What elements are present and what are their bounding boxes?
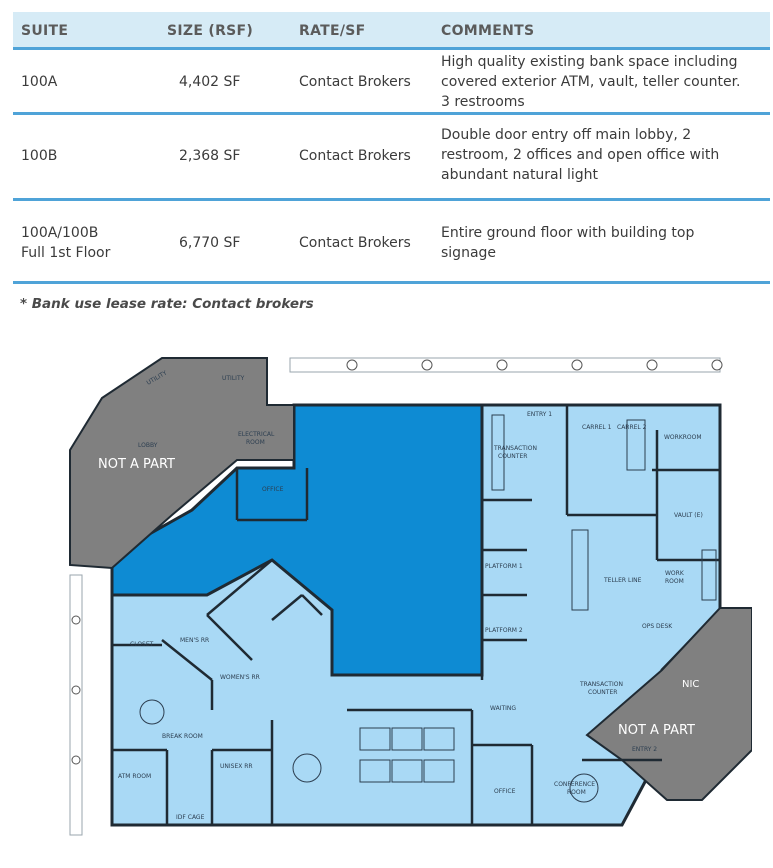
suite-cell: 100B: [21, 148, 58, 164]
size-cell: 2,368 SF: [179, 148, 241, 164]
womens-rr-label: WOMEN'S RR: [220, 674, 260, 681]
column-icon: [72, 686, 80, 694]
table-header: [13, 12, 770, 50]
suite-cell: 100A: [21, 74, 58, 90]
carrel-2-label: CARREL 2: [617, 424, 647, 431]
vault-label: VAULT (E): [674, 512, 703, 519]
carrel-1-label: CARREL 1: [582, 424, 612, 431]
comments-cell: [441, 52, 769, 112]
column-icon: [347, 360, 357, 370]
work-room-label: WORK: [665, 570, 684, 577]
column-icon: [572, 360, 582, 370]
waiting-label: WAITING: [490, 705, 517, 712]
teller-line-label: TELLER LINE: [604, 577, 642, 584]
unisex-rr-label: UNISEX RR: [220, 763, 253, 770]
closet-label: CLOSET: [130, 641, 154, 648]
work-room-label: ROOM: [665, 578, 684, 585]
floor-plan-svg: [62, 350, 752, 850]
conference-room-label: ROOM: [567, 789, 586, 796]
suite-table: [13, 12, 770, 284]
column-icon: [712, 360, 722, 370]
colonnade-left: [70, 575, 82, 835]
entry-1-label: ENTRY 1: [527, 411, 553, 418]
rate-cell: Contact Brokers: [299, 148, 411, 164]
suite-cell: [21, 223, 110, 263]
comment-line: restroom, 2 offices and open office with: [441, 147, 720, 163]
lobby-label: LOBBY: [138, 442, 158, 449]
office-label: OFFICE: [262, 486, 284, 493]
transaction-counter-b-label: TRANSACTION: [580, 681, 623, 688]
utility-label: UTILITY: [222, 375, 245, 382]
column-icon: [72, 616, 80, 624]
electrical-room-label: ROOM: [246, 439, 265, 446]
transaction-counter-label: TRANSACTION: [494, 445, 537, 452]
conference-room-label: CONFERENCE: [554, 781, 596, 788]
transaction-counter-label: COUNTER: [498, 453, 528, 460]
header-rate: RATE/SF: [299, 23, 366, 39]
column-icon: [72, 756, 80, 764]
table-row: [13, 50, 770, 115]
size-cell: 4,402 SF: [179, 74, 241, 90]
entry-2-label: ENTRY 2: [632, 746, 658, 753]
rate-cell: Contact Brokers: [299, 235, 411, 251]
platform-2-label: PLATFORM 2: [485, 627, 523, 634]
not-a-part-left-label: NOT A PART: [98, 457, 175, 472]
size-cell: 6,770 SF: [179, 235, 241, 251]
header-suite: SUITE: [21, 23, 69, 39]
footnote: * Bank use lease rate: Contact brokers: [20, 296, 314, 312]
electrical-room-label: ELECTRICAL: [238, 431, 275, 438]
column-icon: [422, 360, 432, 370]
nic-label: NIC: [682, 679, 700, 690]
comment-line: abundant natural light: [441, 167, 599, 183]
suite-line: 100A/100B: [21, 225, 99, 241]
header-size: SIZE (RSF): [167, 23, 254, 39]
transaction-counter-b-label: COUNTER: [588, 689, 618, 696]
comment-line: signage: [441, 245, 497, 261]
rate-cell: Contact Brokers: [299, 74, 411, 90]
ops-desk-label: OPS DESK: [642, 623, 673, 630]
comment-line: Double door entry off main lobby, 2: [441, 127, 692, 143]
comment-line: High quality existing bank space including: [441, 54, 738, 70]
utility-label: UTILITY: [145, 369, 169, 387]
break-room-label: BREAK ROOM: [162, 733, 203, 740]
comment-line: Entire ground floor with building top: [441, 225, 695, 241]
idf-cage-label: IDF CAGE: [176, 814, 205, 821]
comments-cell: [441, 223, 769, 263]
suite-line-2: Full 1st Floor: [21, 245, 111, 261]
comments-cell: [441, 125, 769, 185]
mens-rr-label: MEN'S RR: [180, 637, 210, 644]
workroom-label: WORKROOM: [664, 434, 702, 441]
comment-line: 3 restrooms: [441, 94, 525, 110]
table-row: [13, 201, 770, 284]
column-icon: [647, 360, 657, 370]
header-comments: COMMENTS: [441, 23, 535, 39]
atm-room-label: ATM ROOM: [118, 773, 152, 780]
platform-1-label: PLATFORM 1: [485, 563, 523, 570]
floor-plan: [62, 350, 752, 850]
office-label: OFFICE: [494, 788, 516, 795]
comment-line: covered exterior ATM, vault, teller counter.: [441, 74, 741, 90]
table-row: [13, 115, 770, 201]
not-a-part-right-label: NOT A PART: [618, 723, 695, 738]
column-icon: [497, 360, 507, 370]
